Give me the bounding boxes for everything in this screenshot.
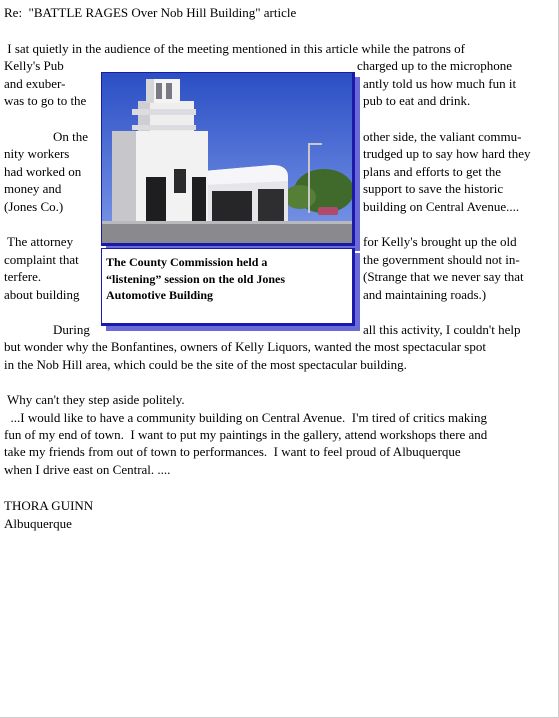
p5-line-4: take my friends from out of town to performances. I want to feel proud of Albuquerque [4,444,461,459]
jones-building-image [102,73,352,243]
p4-line-1-right: all this activity, I couldn't help [363,322,521,337]
p5-line-1: Why can't they step aside politely. [4,392,185,407]
p2-line-4-right: support to save the historic [363,181,504,196]
p4-line-3: in the Nob Hill area, which could be the site of the most spectacular building. [4,357,407,372]
p1-line-2-right: charged up to the microphone [357,58,512,73]
p2-line-1-left: On the [53,129,89,144]
p2-line-3-left: had worked on [4,164,82,179]
p5-line-3: fun of my end of town. I want to put my paintings in the gallery, attend workshops there and [4,427,488,442]
p5-line-2: ...I would like to have a community building on Central Avenue. I'm tired of critics making [4,410,487,425]
p2-line-4-left: money and [4,181,62,196]
p3-line-4-left: about building [4,287,80,302]
p2-line-5-right: building on Central Avenue.... [363,199,520,214]
building-photo [101,72,355,246]
p2-line-3-right: plans and efforts to get the [363,164,502,179]
photo-caption: The County Commission held a “listening” session on the old Jones Automotive Building [106,255,286,302]
p3-line-1-left: The attorney [4,234,74,249]
p2-line-1-right: other side, the valiant commu- [363,129,522,144]
p1-line-2-left: Kelly's Pub [4,58,64,73]
p1-line-4-right: pub to eat and drink. [363,93,471,108]
p1-line-3-left: and exuber- [4,76,66,91]
p3-line-1-right: for Kelly's brought up the old [363,234,517,249]
p3-line-2-left: complaint that [4,252,79,267]
p3-line-4-right: and maintaining roads.) [363,287,487,302]
p4-line-1-left: During [53,322,90,337]
p1-line-3-right: antly told us how much fun it [363,76,517,91]
p1-line-4-left: was to go to the [4,93,87,108]
p3-line-3-left: terfere. [4,269,42,284]
signature-city: Albuquerque [4,516,72,531]
p1-line-1: I sat quietly in the audience of the meeting mentioned in this article while the patrons of [4,41,466,56]
signature-name: THORA GUINN [4,498,94,513]
p2-line-5-left: (Jones Co.) [4,199,64,214]
re-line: Re: "BATTLE RAGES Over Nob Hill Building" article [4,5,297,20]
photo-caption-box [101,248,355,326]
p4-line-2: but wonder why the Bonfantines, owners of Kelly Liquors, wanted the most spectacular spot [4,339,486,354]
p2-line-2-left: nity workers [4,146,70,161]
p2-line-2-right: trudged up to say how hard they [363,146,531,161]
p3-line-2-right: the government should not in- [363,252,520,267]
p3-line-3-right: (Strange that we never say that [363,269,524,284]
p5-line-5: when I drive east on Central. .... [4,462,171,477]
